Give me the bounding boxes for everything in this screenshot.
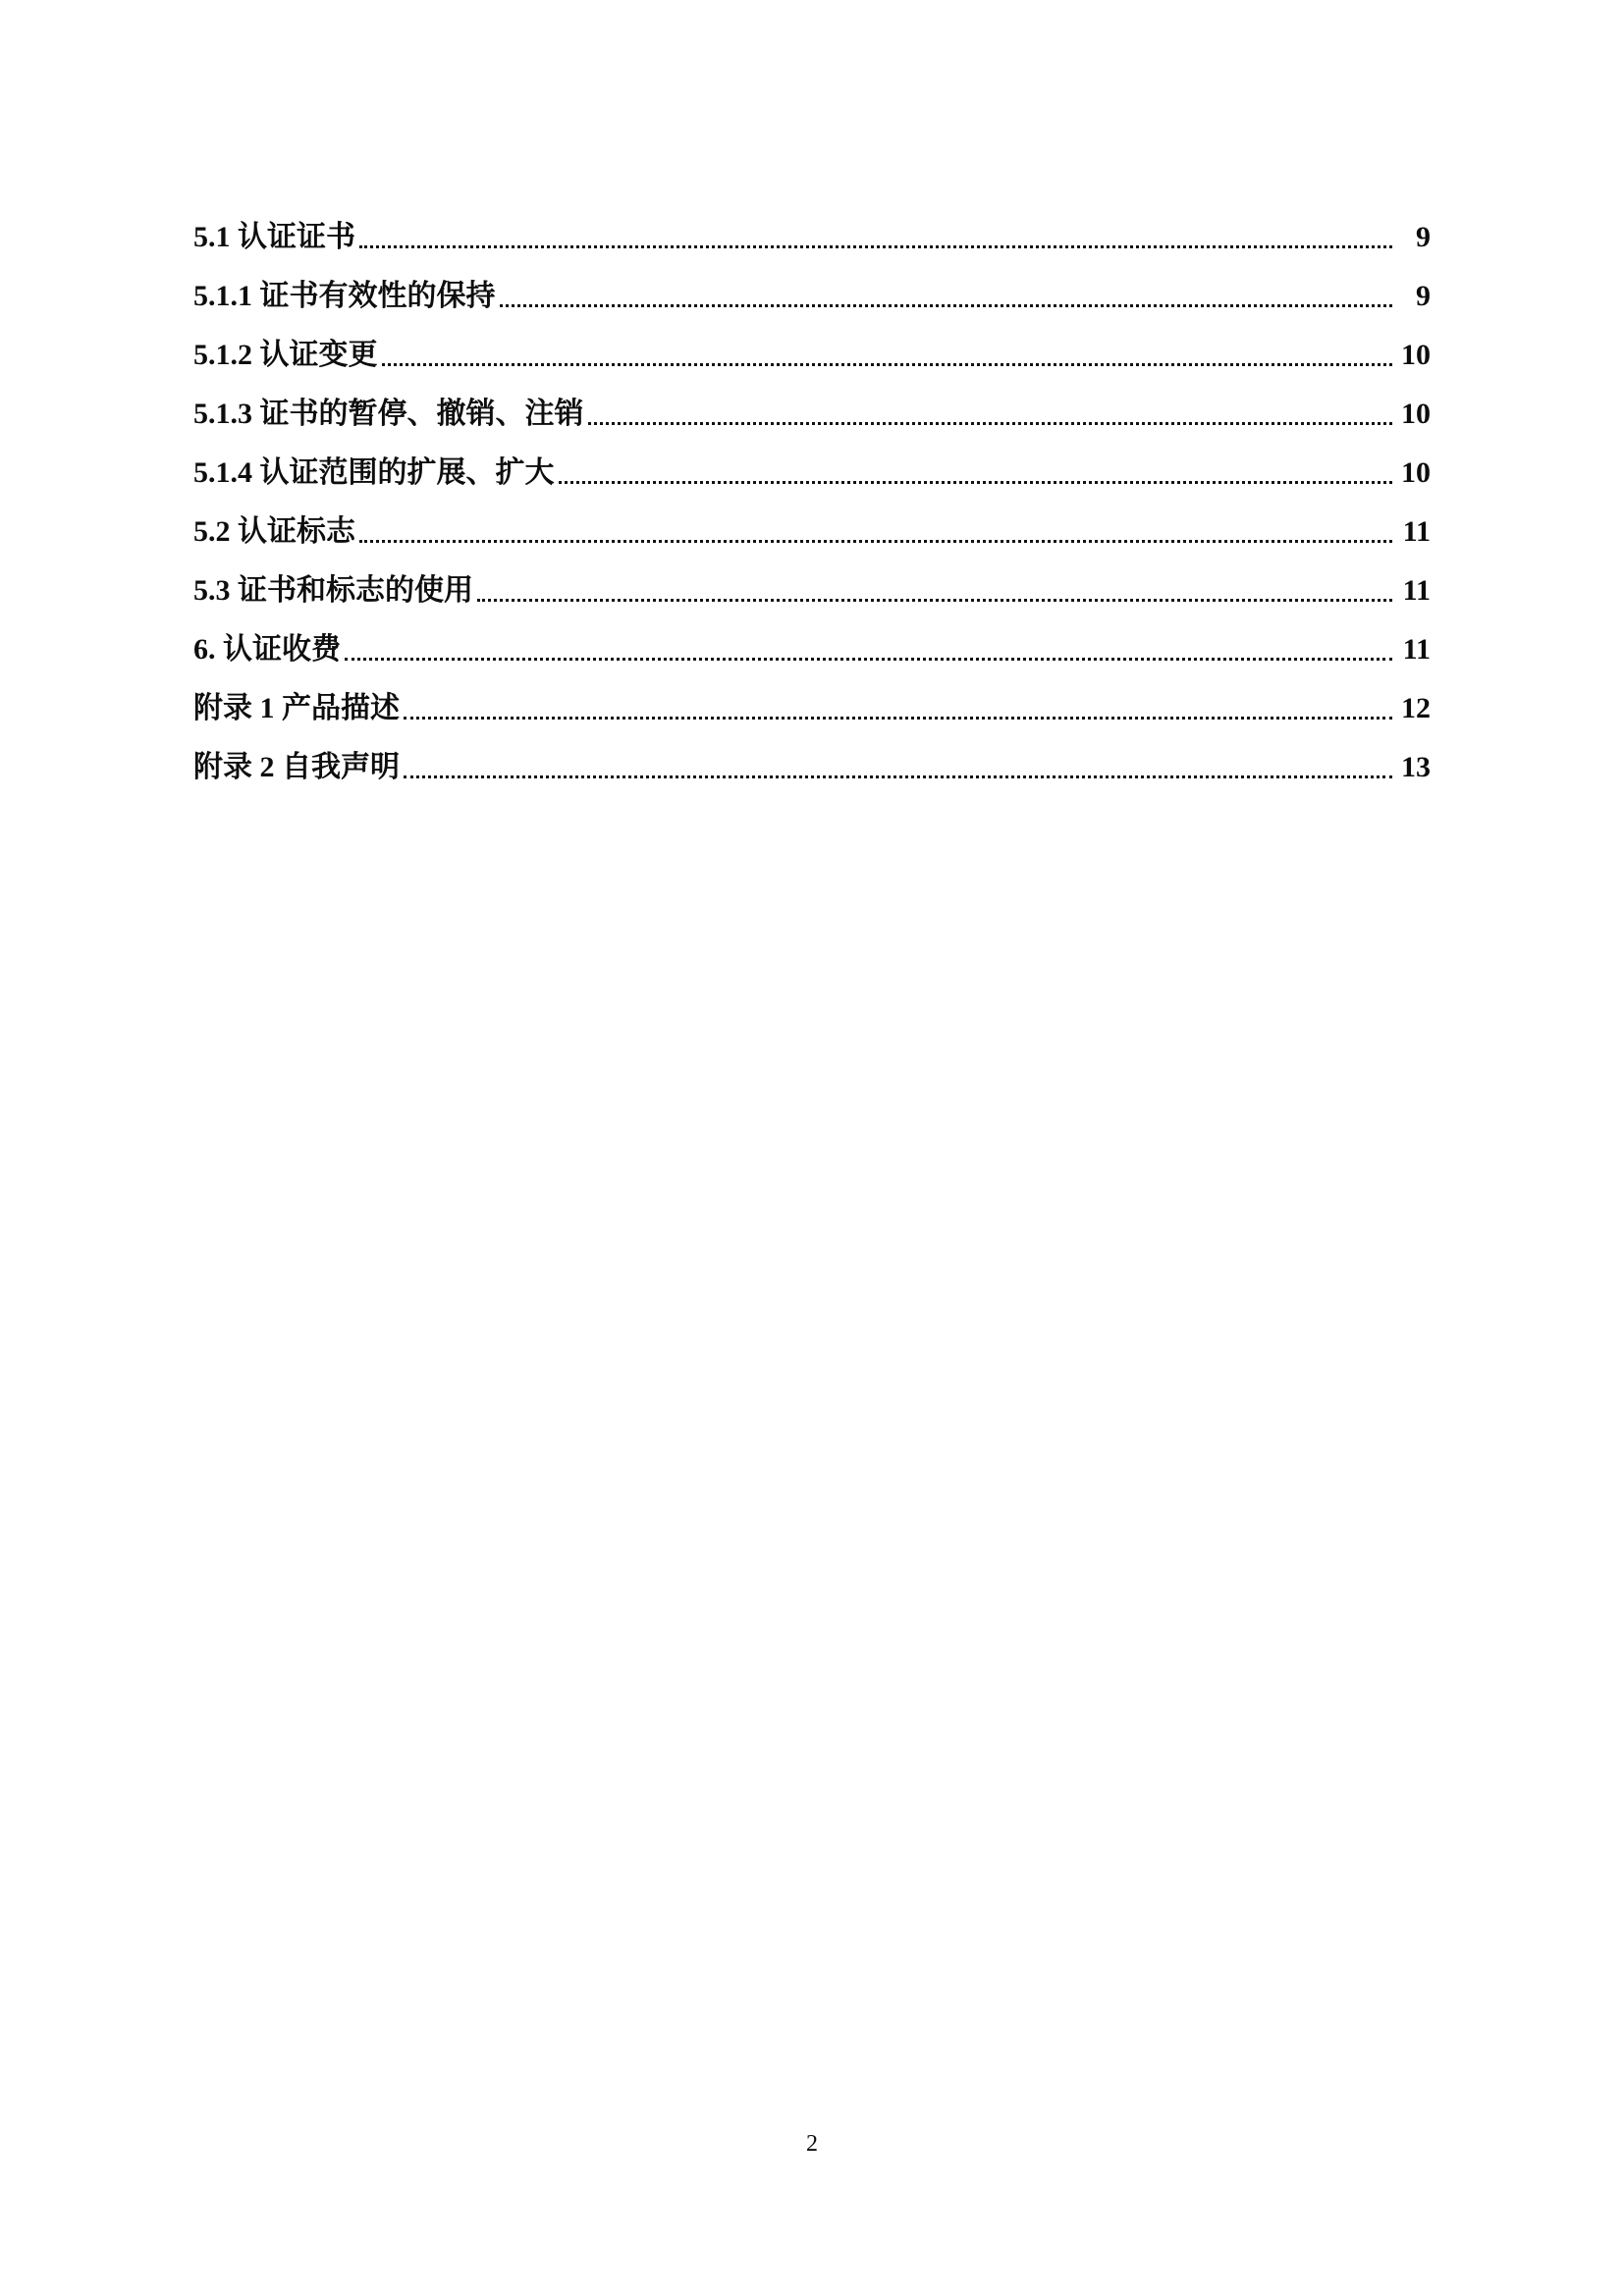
toc-entry-label: 5.1.4 认证范围的扩展、扩大 (193, 456, 555, 489)
toc-entry[interactable] (193, 501, 1431, 560)
toc-entry-label: 5.1.1 证书有效性的保持 (193, 280, 496, 312)
table-of-contents (193, 206, 1431, 795)
toc-entry-label: 5.3 证书和标志的使用 (193, 574, 473, 607)
toc-entry-label: 附录 2 自我声明 (193, 751, 400, 783)
toc-entry-page-number: 9 (1416, 280, 1431, 312)
toc-dot-leader (559, 481, 1393, 484)
toc-entry-page-number: 11 (1402, 633, 1431, 666)
toc-entry-page-number: 10 (1401, 339, 1431, 371)
toc-entry-label: 6. 认证收费 (193, 633, 341, 666)
toc-entry-label: 5.1.3 证书的暂停、撤销、注销 (193, 398, 584, 430)
toc-entry[interactable] (193, 324, 1431, 383)
toc-dot-leader (404, 775, 1392, 778)
toc-entry-label: 附录 1 产品描述 (193, 692, 400, 724)
toc-entry-label: 5.1 认证证书 (193, 221, 355, 253)
toc-entry[interactable] (193, 206, 1431, 265)
toc-dot-leader (500, 304, 1393, 307)
toc-entry[interactable] (193, 383, 1431, 442)
toc-dot-leader (588, 422, 1393, 425)
toc-entry[interactable] (193, 618, 1431, 677)
toc-entry-label: 5.1.2 认证变更 (193, 339, 378, 371)
toc-dot-leader (477, 599, 1392, 602)
toc-dot-leader (382, 363, 1393, 366)
toc-entry-page-number: 9 (1416, 221, 1431, 253)
toc-entry-page-number: 13 (1401, 751, 1431, 783)
toc-entry[interactable] (193, 736, 1431, 795)
toc-entry-page-number: 10 (1401, 398, 1431, 430)
toc-dot-leader (404, 717, 1392, 720)
footer-page-number: 2 (806, 2131, 818, 2157)
toc-entry-label: 5.2 认证标志 (193, 515, 355, 548)
toc-entry-page-number: 12 (1401, 692, 1431, 724)
toc-dot-leader (359, 245, 1392, 248)
toc-entry[interactable] (193, 677, 1431, 736)
toc-entry[interactable] (193, 560, 1431, 618)
toc-entry[interactable] (193, 265, 1431, 324)
toc-entry-page-number: 11 (1402, 515, 1431, 548)
toc-dot-leader (345, 658, 1392, 661)
toc-entry[interactable] (193, 442, 1431, 501)
toc-entry-page-number: 10 (1401, 456, 1431, 489)
toc-dot-leader (359, 540, 1392, 543)
toc-entry-page-number: 11 (1402, 574, 1431, 607)
